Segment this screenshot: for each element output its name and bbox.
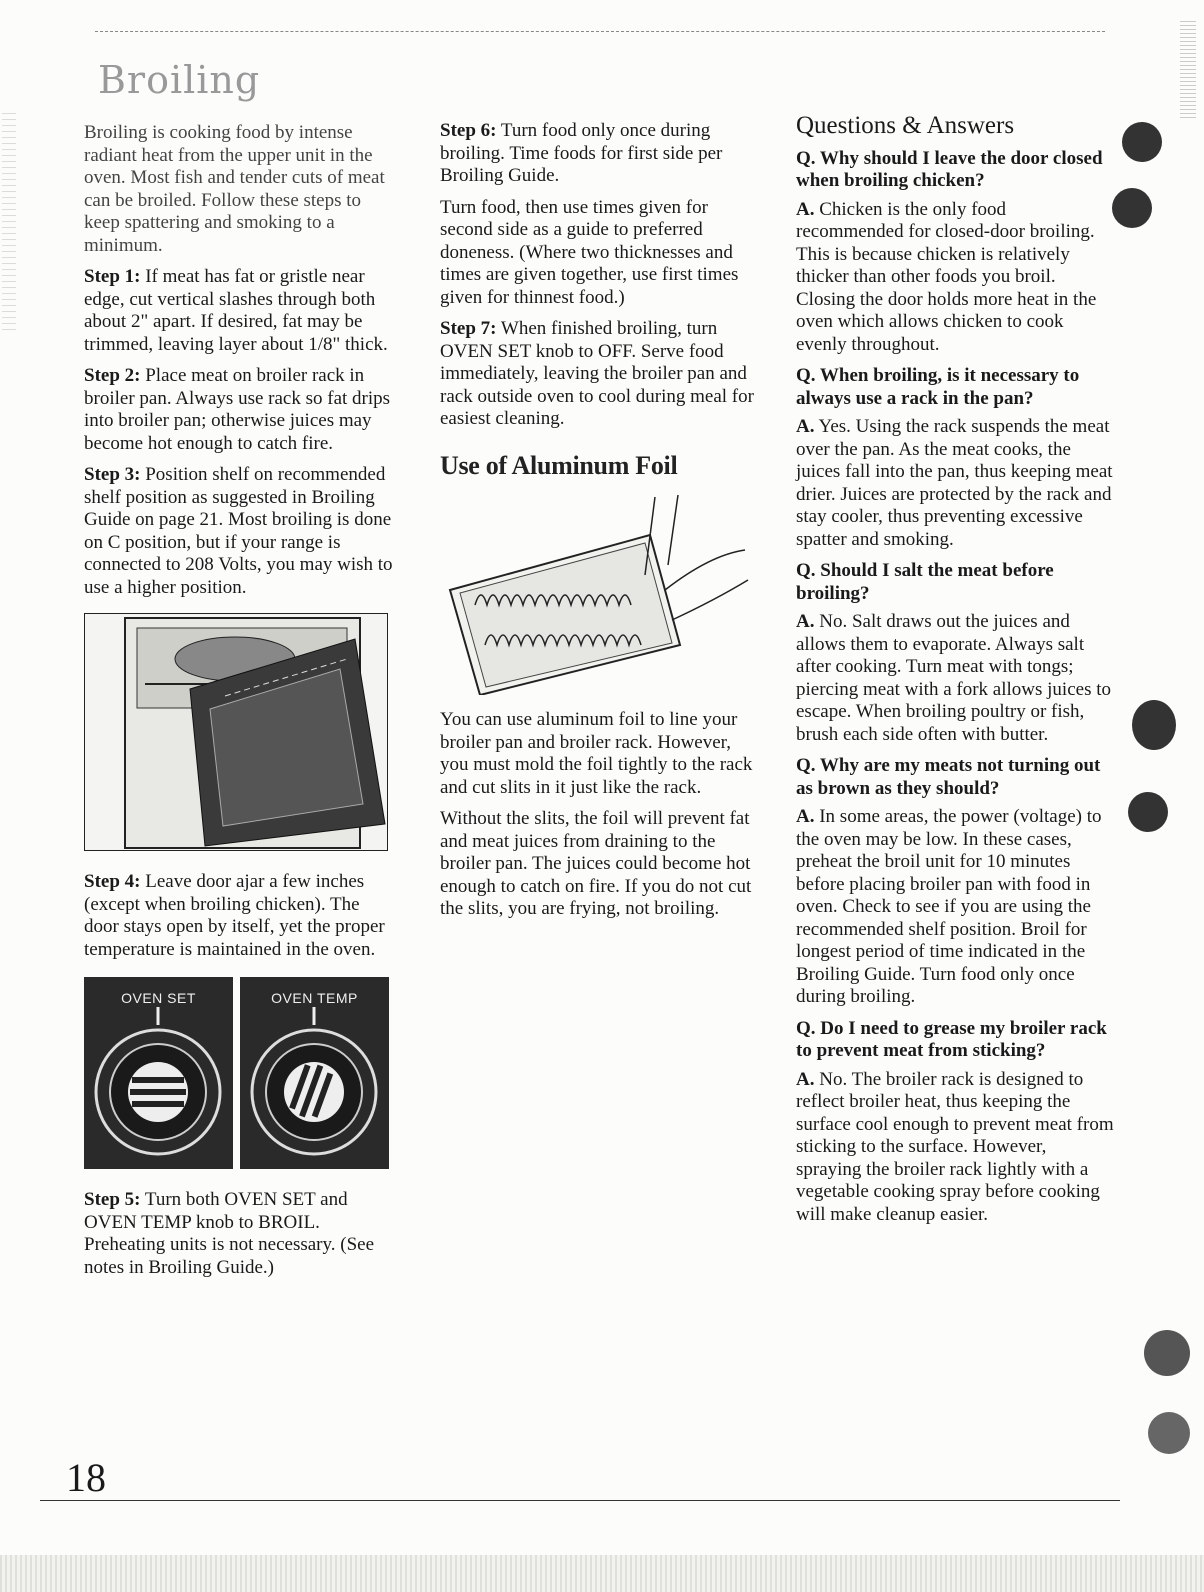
scan-edge [0, 1555, 1204, 1592]
binder-hole [1144, 1330, 1190, 1376]
step-label: Step 1: [84, 266, 141, 287]
step-text: Leave door ajar a few inches (except when broiling chicken). The door stays open by itself, yet the proper temperature is maintained in the oven. [84, 871, 385, 960]
step-6 [440, 120, 755, 188]
step-2 [84, 365, 394, 455]
column-left [84, 122, 394, 1288]
broiler-pan-foil-illustration [440, 495, 752, 695]
answer-label: A. [796, 806, 815, 827]
step-text: Place meat on broiler rack in broiler pan. Always use rack so fat drips into broiler pan; otherwise juices may become hot enough to catch fire. [84, 365, 391, 454]
oven-door-illustration [84, 613, 388, 851]
bottom-rule [40, 1500, 1120, 1501]
answer [796, 416, 1114, 551]
step-label: Step 3: [84, 464, 141, 485]
binder-hole [1122, 122, 1162, 162]
foil-heading: Use of Aluminum Foil [440, 450, 678, 480]
step-1 [84, 266, 394, 356]
answer-label: A. [796, 416, 815, 437]
answer-label: A. [796, 1068, 815, 1090]
intro-paragraph: Broiling is cooking food by intense radiant heat from the upper unit in the oven. Most fish and tender cuts of meat can be broiled. Follow these steps to keep spattering and smoking to a minimum. [84, 122, 385, 256]
binder-hole [1128, 792, 1168, 832]
answer-text: No. The broiler rack is designed to reflect broiler heat, thus keeping the surface cool enough to prevent meat from sticking to the surface. However, spraying the broiler rack lightly with a vegetable cooking spray before cooking will make cleanup easier. [796, 1068, 1114, 1225]
answer-label: A. [796, 198, 815, 220]
binder-hole [1132, 700, 1176, 750]
step-label: Step 6: [440, 120, 497, 141]
step-label: Step 2: [84, 365, 141, 386]
answer [796, 611, 1114, 746]
page-number: 18 [66, 1455, 106, 1500]
answer [796, 1069, 1114, 1227]
step-text: Position shelf on recommended shelf position as suggested in Broiling Guide on page 21. Most broiling is done on C position, but if your range is connected to 208 Volts, you may wish to use a higher position. [84, 464, 393, 598]
step-label: Step 5: [84, 1189, 141, 1210]
answer [796, 806, 1114, 1009]
step-7 [440, 318, 755, 431]
question: Q. Do I need to grease my broiler rack to prevent meat from sticking? [796, 1017, 1107, 1061]
question: Q. Why are my meats not turning out as brown as they should? [796, 755, 1101, 799]
top-rule [95, 31, 1105, 32]
question: Q. When broiling, is it necessary to always use a rack in the pan? [796, 365, 1080, 409]
step-4 [84, 871, 394, 961]
step-6-continued: Turn food, then use times given for second side as a guide to preferred doneness. (Where two thicknesses and times are given together, use first times given for thinnest food.) [440, 196, 739, 308]
answer [796, 199, 1114, 357]
answer-text: Chicken is the only food recommended for closed-door broiling. This is because chicken is relatively thicker than other foods you broil. Closing the door holds more heat in the oven which allows chicken to cook evenly throughout. [796, 198, 1097, 355]
column-right [796, 112, 1114, 1235]
answer-text: No. Salt draws out the juices and allows them to evaporate. Always salt after cooking. Turn meat with tongs; piercing meat with a fork allows juices to escape. When broiling poultry or fish, brush each side often with butter. [796, 611, 1111, 745]
column-middle [440, 120, 755, 930]
oven-set-label: OVEN SET [121, 990, 196, 1006]
scan-noise [2, 110, 16, 330]
scan-noise [1180, 18, 1196, 118]
foil-paragraph-2: Without the slits, the foil will prevent fat and meat juices from draining to the broiler pan. The juices could become hot enough to catch on fire. If you do not cut the slits, you are frying, not broiling. [440, 808, 752, 919]
answer-label: A. [796, 611, 815, 632]
oven-temp-knob-panel [240, 977, 389, 1169]
foil-paragraph-1: You can use aluminum foil to line your broiler pan and broiler rack. However, you must mold the foil tightly to the rack and cut slits in it just like the rack. [440, 709, 753, 798]
step-text: If meat has fat or gristle near edge, cut vertical slashes through both about 2" apart. If desired, fat may be trimmed, leaving layer about 1/8" thick. [84, 266, 388, 355]
question: Q. Why should I leave the door closed when broiling chicken? [796, 147, 1103, 191]
page-title: Broiling [98, 58, 261, 102]
qa-heading: Questions & Answers [796, 112, 1015, 139]
step-5 [84, 1189, 394, 1279]
step-label: Step 4: [84, 871, 141, 892]
oven-set-knob-panel [84, 977, 233, 1169]
step-text: When finished broiling, turn OVEN SET knob to OFF. Serve food immediately, leaving the broiler pan and rack outside oven to cool during meal for easiest cleaning. [440, 318, 754, 429]
binder-hole [1112, 188, 1152, 228]
step-3 [84, 464, 394, 599]
oven-knobs-illustration [84, 977, 394, 1169]
answer-text: Yes. Using the rack suspends the meat over the pan. As the meat cooks, the juices fall into the pan, thus keeping meat drier. Juices are protected by the rack and stay cooler, thus preventing excessive spatter and smoking. [796, 416, 1113, 550]
oven-temp-label: OVEN TEMP [271, 990, 358, 1006]
step-text: Turn both OVEN SET and OVEN TEMP knob to BROIL. Preheating units is not necessary. (See notes in Broiling Guide.) [84, 1189, 375, 1278]
step-label: Step 7: [440, 318, 497, 339]
binder-hole [1148, 1412, 1190, 1454]
question: Q. Should I salt the meat before broiling? [796, 560, 1054, 604]
answer-text: In some areas, the power (voltage) to the oven may be low. In these cases, preheat the broil unit for 10 minutes before placing broiler pan with food in oven. Check to see if you are using the recommended shelf position. Broil for longest period of time indicated in the Broiling Guide. Turn food only once during broiling. [796, 806, 1102, 1007]
step-text: Turn food only once during broiling. Time foods for first side per Broiling Guide. [440, 120, 723, 186]
